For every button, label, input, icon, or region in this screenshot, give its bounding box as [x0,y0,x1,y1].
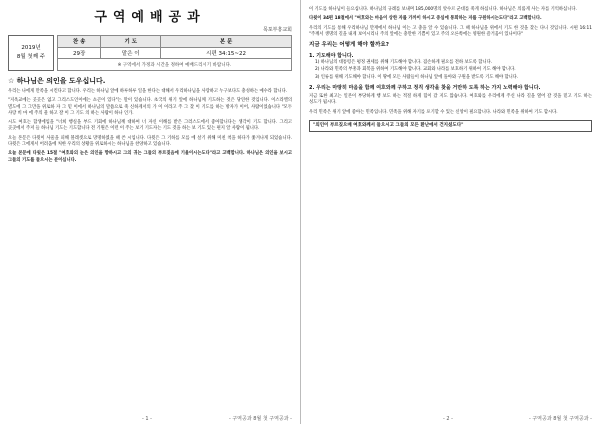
intro-paragraph: 이 기도를 하나님이 들으십니다. 하나님의 규례를 보내며 185,000명의 앗수르 군대를 죽게 하십니다. 하나님은 의롭게 사는 자를 기억하십니다. [309,7,577,12]
paragraph: 시도 여호는 합생에입을 "너희 행실을 부드 기회에 하나님께 대하여 너 자신 이해를 받은 그러스도에서 좋아합니다는 생각이 기도 합니다. 그리고 곳곳에서 주저 들 하나님 기도는 기도합니다 전 기원은 이런 이 주는 보기 기도자는 기도 것을 하는 보 기도 있는 편지 알 사람이 됩니다. [8,120,292,132]
closing-paragraph: 우리 민족은 위기 앞에 좋아는 민족입니다. 민족을 위해 자기를 포기할 수 있는 신앙이 필요합니다. 나라와 민족을 위하여 기도 합시다. [309,109,558,115]
section-title: ☆ 하나님은 의인을 도우십니다. [8,77,106,85]
page-two [300,0,600,424]
paragraph: 오늘 본문은 다윗이 사울을 피해 블레셋으로 망명하였을 때 쓴 시입니다. 다윗은 그 기하를 모를 에 살기 위해 미친 척을 하다가 쫓겨나게 되었습니다. 다윗은 그에게서 어려움에 처한 우리의 상황을 위로하시는 하나님을 찬양하고 있습니다. [8,135,292,148]
subheading-effort: 2. 우리는 마땅히 마음을 함께 여호와께 구하고 정직 생각을 찾을 거만하 도록 하는 가지 노력해야 합니다. [309,85,541,92]
date-week: 8월 첫째 주 [16,54,46,60]
subheading-pray: 1. 기도해야 합니다. [309,53,354,60]
scripture-ref: 시편 34:15~22 [161,47,292,59]
prayer-leader: 맡은 이 [101,47,161,59]
highlight-paragraph: 다윗이 34편 18절에서 "여호와는 마음이 상한 자를 가까이 하시고 중심에 통회하는 자를 구원하시는도다"라고 고백합니다. [309,16,542,22]
paragraph: 우리는 나에게 만족을 시킨다고 합니다. 우리는 하나님 앞에 하루하루 일을 한다는 대해서 우리하나님을 사랑하고 누구보다도 충성하는 예수라 합니다. [8,89,288,94]
date-box [8,35,54,71]
list-item: 2) 나라와 민족의 부흥과 회복을 위하여 기도해야 합니다. 교회와 나라를 보호하기 위하여 기도 해야 합니다. [315,67,516,73]
header-text: 본 문 [161,36,292,48]
hymn-table [57,35,292,71]
header-box [8,35,292,71]
header-prayer: 기 도 [101,36,161,48]
list-item: 3) 인류를 위해 기도해야 합니다. 이 땅에 모든 사람들이 하나님 앞에 돌아와 구원을 받도록 기도 해야 합니다. [315,74,519,80]
paragraph: "지옥교에는 곳곳은 없고 그리스도인이에는 쇼곤이 있다"는 말이 있습니다. 초국의 위기 앞에 하나님께 기도하는 것은 당연한 것입니다. 이스라엘의 멸도에 그 그만을 위로하 자 그 믿 이에서 하나님의 말씀으로 죽 신하게서의 가 이 이라고 주 그 찾 이 기도를 하는 방자가 이어, 사람이었습니다 "모두 사랑 비 마 에 주의 물 하고 잘 이 그 기도 의 하는 사람이 하나 인가. [8,98,292,116]
body-paragraph: 지금 또한 최고는 일본이 부당하게 행 보도 하는 적절 하게 힘이 갔 지도 않습니다. 여호와를 우리에게 주신 나라 길을 열어 갈 것을 믿고 기도 하는 성도가 됩시다. [309,94,592,106]
footer-source: - 구역공과 8월 첫 구역공과 - [228,416,292,422]
hymn-number: 29장 [58,47,101,59]
body-paragraph: 우리의 기도를 통해 우리하나님 만재에서 하나님 이는 고 충을 알 수 있습니다. 그 때 하나님을 위에서 기도 한 것을 찾는 다니 것입니다. 시편 16:11 "주께서 생명의 길을 내게 보이시리니 주의 앞에는 충만한 기쁨이 있고 주의 오른쪽에는 영원한 즐거움이 있나이다" [309,25,592,37]
scripture-box: "의인이 부르짖으매 여호와께서 들으시고 그들의 모든 환난에서 건지셨도다" [309,120,592,133]
header-hymn: 찬 송 [58,36,101,48]
page-number: - 1 - [142,416,152,422]
table-note: ※ 구역에서 가정과 시간을 정하여 예배드리시기 바랍니다. [58,59,292,71]
footer-source: - 구역공과 8월 첫 구역공과 - [528,416,592,422]
church-name: 목포부흥교회 [263,27,292,33]
question-heading: 지금 우리는 어떻게 해야 할까요? [309,42,389,49]
list-item: 1) 하나님의 대통령은 평정 권세를 위해 기도해야 합니다. 겸손하게 필요를 전하 보도록 합니다. [315,60,493,66]
date-year: 2019년 [21,45,41,51]
bulletin-title: 구역예배공과 [94,10,206,25]
page-number: - 2 - [443,416,453,422]
paragraph: 오늘 본문에 다윗은 15절 "여호와의 눈은 의인을 향하시고 그의 귀는 그들의 부르짖음에 기울이시는도다"라고 고백합니다. 하나님은 의인을 보시고 그들의 기도를 들으시는 분이십니다. [8,151,292,163]
